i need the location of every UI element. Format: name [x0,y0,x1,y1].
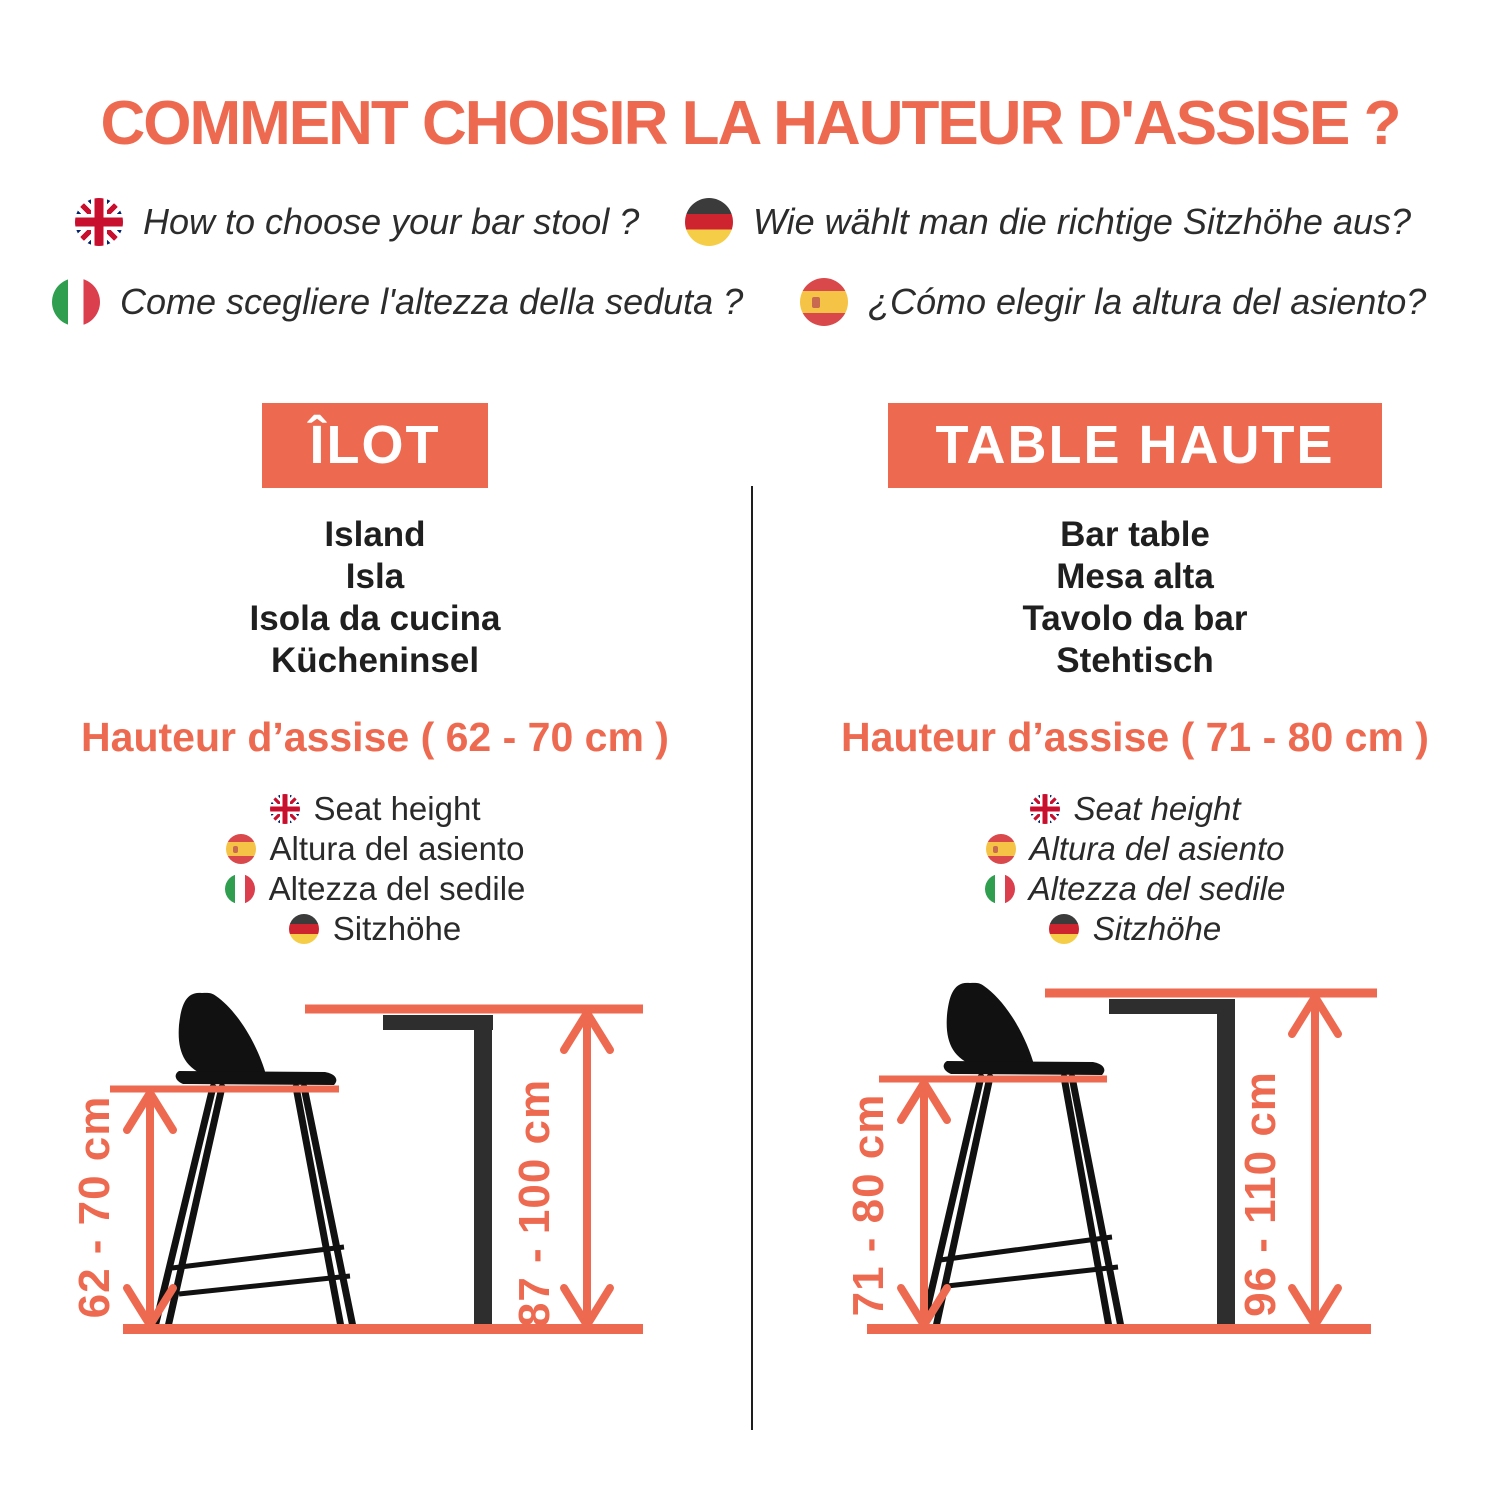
surface-height-arrow [564,1013,610,1325]
translation-line: Isla [345,557,405,597]
table-haute-diagram [815,979,1455,1379]
table-haute-header-badge: TABLE HAUTE [888,403,1383,488]
bar-table [1045,993,1377,1327]
bar-stool-silhouette [155,993,353,1327]
page-title: COMMENT CHOISIR LA HAUTEUR D'ASSISE ? [100,89,1400,158]
germany-flag-icon [1049,914,1079,944]
translation-line: Mesa alta [1056,557,1214,597]
ilot-name-translations [40,514,710,682]
spain-flag-icon [800,278,848,326]
intro-text-english: How to choose your bar stool ? [143,201,640,242]
seat-height-text-de: Sitzhöhe [1092,910,1222,948]
seat-height-label: 62 - 70 cm [70,1095,119,1319]
spain-flag-icon [986,834,1016,864]
intro-text-spanish: ¿Cómo elegir la altura del asiento? [868,281,1427,322]
spain-flag-icon [226,834,256,864]
translation-line: Bar table [1060,515,1210,555]
seat-height-row-en [800,789,1470,829]
intro-text-german: Wie wählt man die richtige Sitzhöhe aus? [753,201,1412,242]
seat-height-row-de [800,909,1470,949]
translation-line: Isola da cucina [249,599,501,639]
seat-height-row-de [40,909,710,949]
italy-flag-icon [225,874,255,904]
seat-height-row-es [800,829,1470,869]
translation-line: Tavolo da bar [1022,599,1248,639]
column-table-haute [800,400,1470,1379]
translation-line: Stehtisch [1056,641,1214,681]
seat-height-text-es: Altura del asiento [269,830,525,868]
seat-height-text-it: Altezza del sedile [1028,870,1286,908]
intro-line-german [685,196,1411,248]
translation-line: Island [324,515,426,555]
ilot-header-badge: ÎLOT [262,403,489,488]
surface-height-arrow [1292,997,1338,1325]
seat-height-translations [40,789,710,949]
seat-height-text-de: Sitzhöhe [332,910,462,948]
column-divider [751,486,753,1430]
table-haute-name-translations [800,514,1470,682]
germany-flag-icon [685,198,733,246]
translation-line: Kücheninsel [270,641,480,681]
seat-height-text-en: Seat height [313,790,481,828]
intro-line-italian [52,276,743,328]
seat-height-title-french: Hauteur d’assise ( 71 - 80 cm ) [841,714,1429,761]
uk-flag-icon [1030,794,1060,824]
seat-height-row-it [40,869,710,909]
italy-flag-icon [52,278,100,326]
uk-flag-icon [75,198,123,246]
island-counter [305,1009,643,1327]
seat-height-label: 71 - 80 cm [844,1093,893,1317]
column-ilot [40,400,710,1379]
intro-line-spanish [800,276,1426,328]
germany-flag-icon [289,914,319,944]
seat-height-title-french: Hauteur d’assise ( 62 - 70 cm ) [81,714,669,761]
seat-height-text-en: Seat height [1073,790,1241,828]
bar-stool-silhouette [923,983,1121,1327]
intro-line-english [75,196,639,248]
seat-height-row-en [40,789,710,829]
uk-flag-icon [270,794,300,824]
seat-height-translations [800,789,1470,949]
surface-height-label: 87 - 100 cm [510,1079,559,1328]
intro-text-italian: Come scegliere l'altezza della seduta ? [120,281,744,322]
surface-height-label: 96 - 110 cm [1236,1071,1285,1318]
seat-height-text-es: Altura del asiento [1029,830,1285,868]
ilot-diagram [55,979,695,1379]
seat-height-text-it: Altezza del sedile [268,870,526,908]
seat-height-row-it [800,869,1470,909]
italy-flag-icon [985,874,1015,904]
seat-height-arrow [901,1083,947,1325]
seat-height-row-es [40,829,710,869]
